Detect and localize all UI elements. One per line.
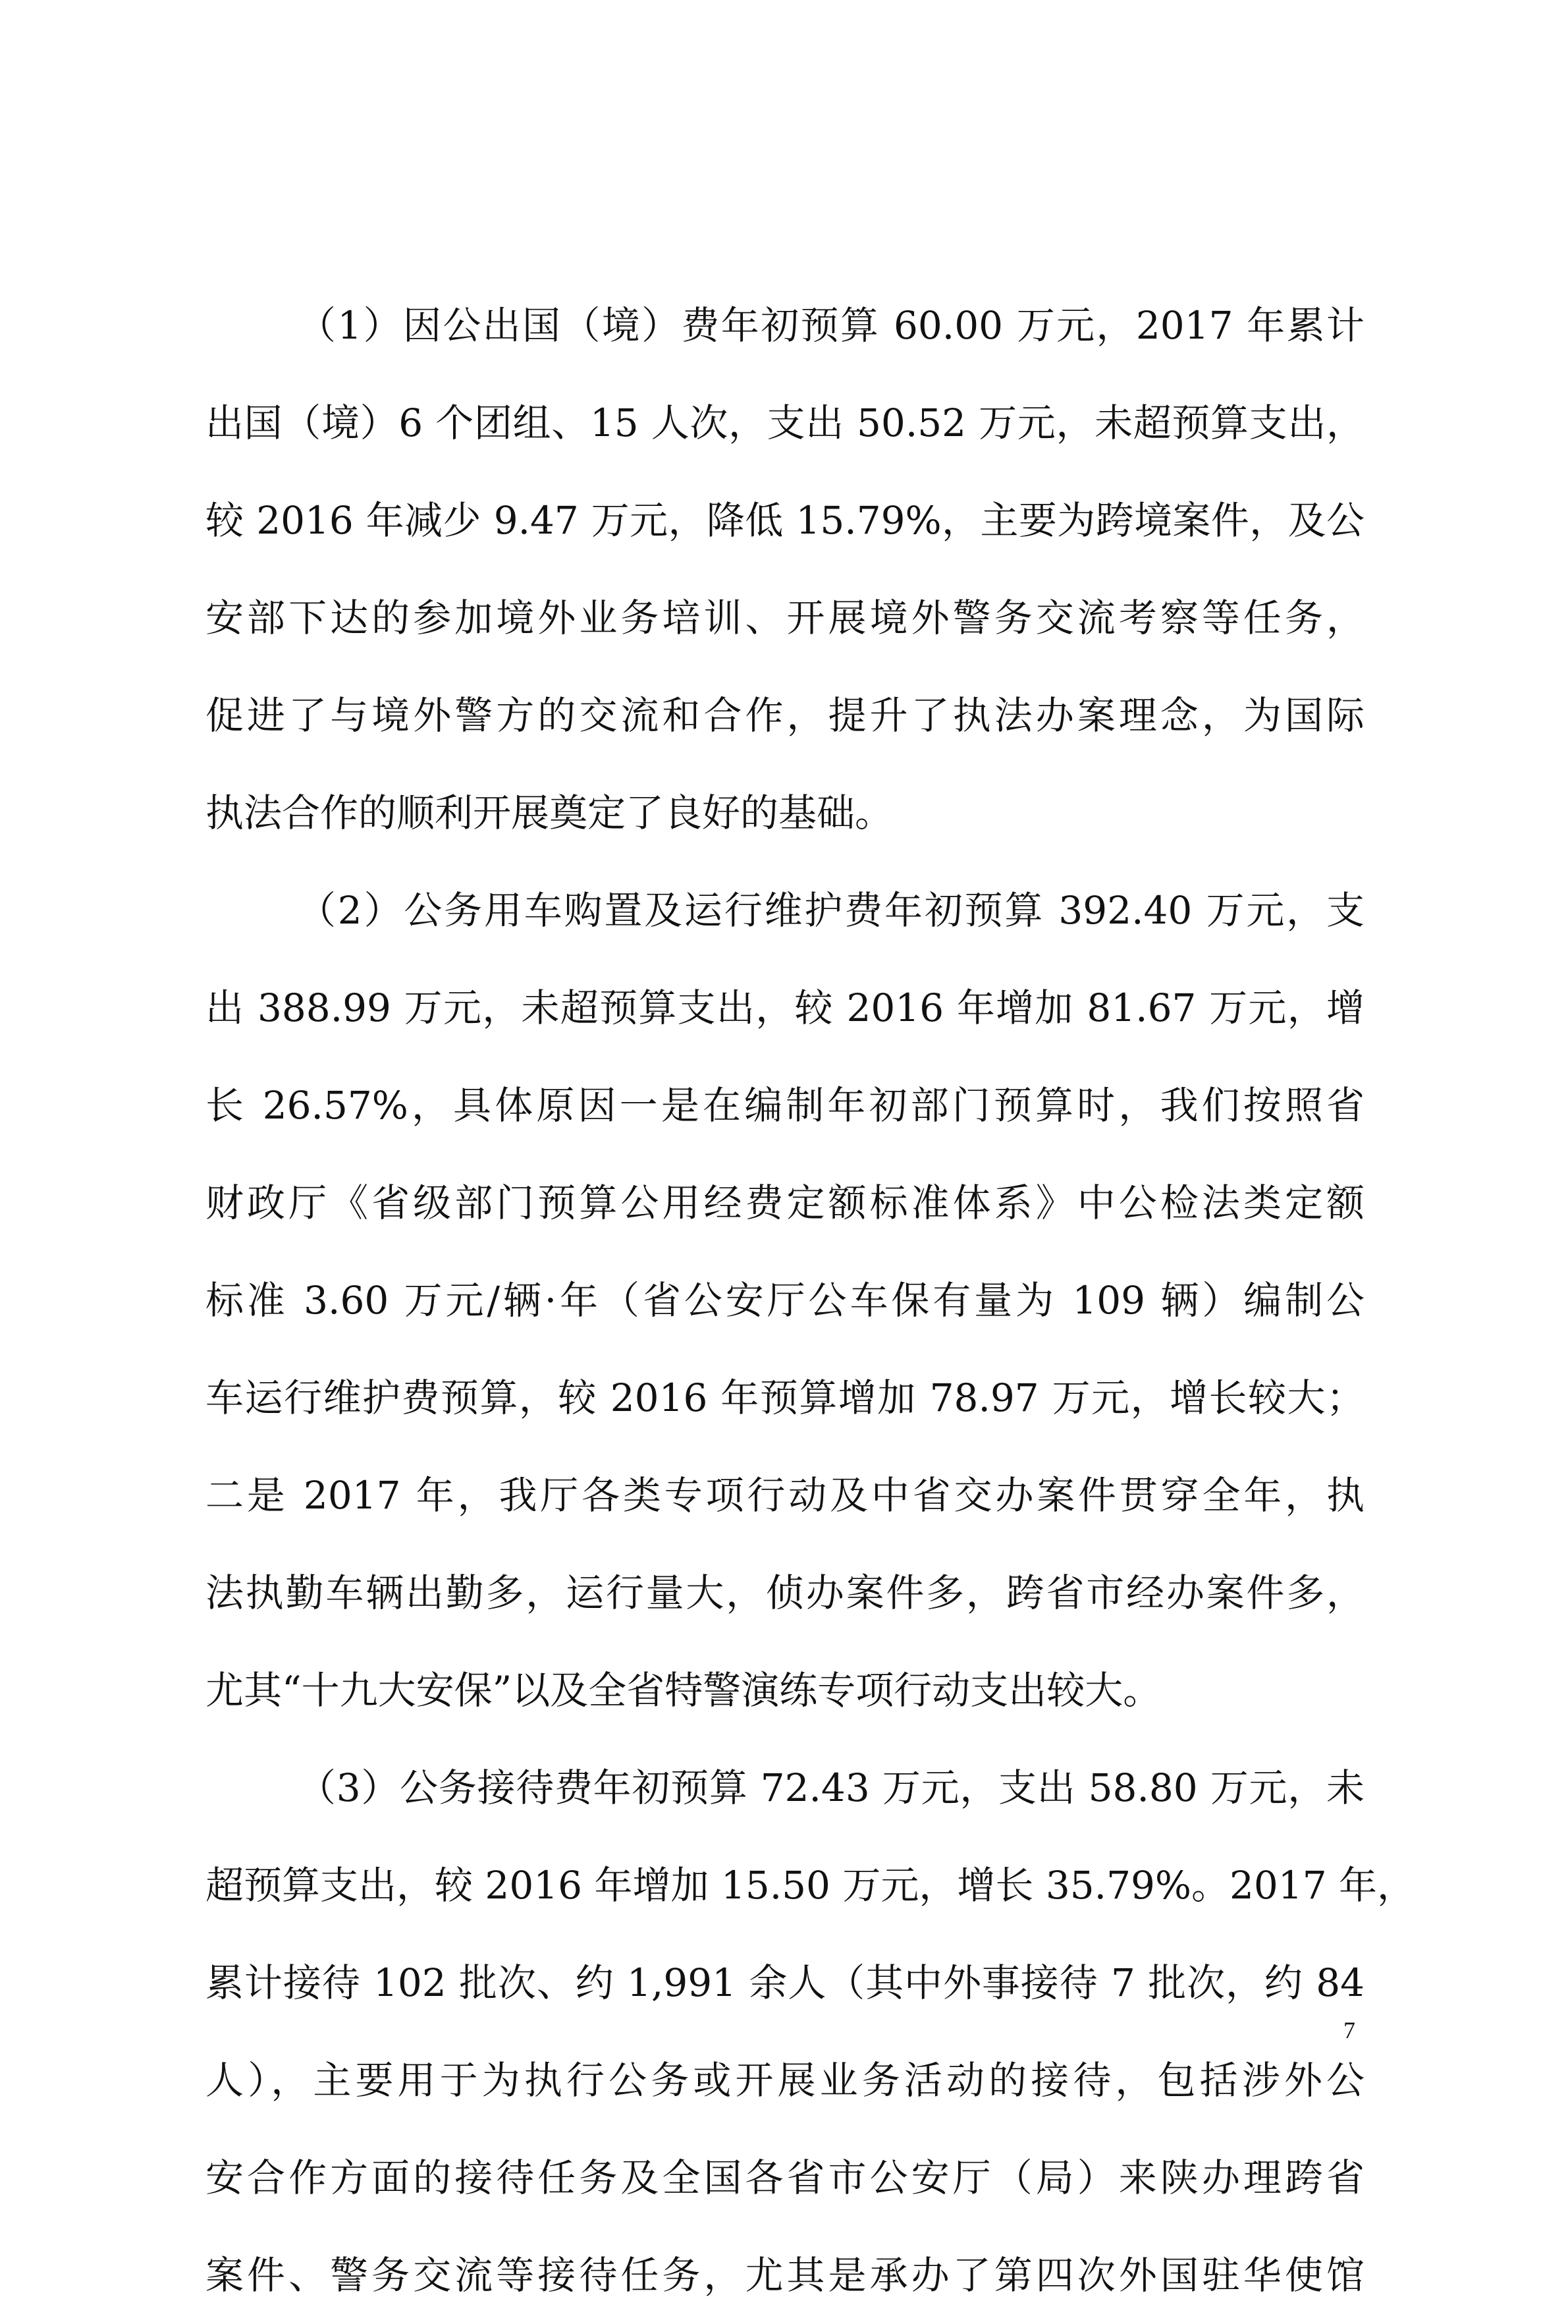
paragraph-2-line-6: 车运行维护费预算，较 2016 年预算增加 78.97 万元，增长较大； <box>205 1375 1365 1420</box>
paragraph-1-line-3: 较 2016 年减少 9.47 万元，降低 15.79%，主要为跨境案件，及公 <box>205 498 1365 543</box>
paragraph-2-line-4: 财政厅《省级部门预算公用经费定额标准体系》中公检法类定额 <box>205 1180 1365 1225</box>
body-text <box>205 277 1416 2324</box>
paragraph-1-line-5: 促进了与境外警方的交流和合作，提升了执法办案理念，为国际 <box>205 693 1365 738</box>
paragraph-2-line-8: 法执勤车辆出勤多，运行量大，侦办案件多，跨省市经办案件多， <box>205 1570 1365 1615</box>
paragraph-1-line-2: 出国（境）6 个团组、15 人次，支出 50.52 万元，未超预算支出， <box>205 401 1365 445</box>
paragraph-2-line-1: （2）公务用车购置及运行维护费年初预算 392.40 万元，支 <box>298 888 1365 933</box>
paragraph-2-line-3: 长 26.57%，具体原因一是在编制年初部门预算时，我们按照省 <box>205 1083 1365 1128</box>
paragraph-3-line-4: 人），主要用于为执行公务或开展业务活动的接待，包括涉外公 <box>205 2058 1365 2103</box>
paragraph-3-line-3: 累计接待 102 批次、约 1,991 余人（其中外事接待 7 批次，约 84 <box>205 1960 1365 2005</box>
paragraph-3-line-2: 超预算支出，较 2016 年增加 15.50 万元，增长 35.79%。2017 年， <box>205 1863 1416 1908</box>
paragraph-1-line-4: 安部下达的参加境外业务培训、开展境外警务交流考察等任务， <box>205 595 1365 640</box>
page-number: 7 <box>1343 2017 1355 2043</box>
paragraph-3-line-1: （3）公务接待费年初预算 72.43 万元，支出 58.80 万元，未 <box>298 1765 1365 1810</box>
paragraph-3-line-6: 案件、警务交流等接待任务，尤其是承办了第四次外国驻华使馆 <box>205 2253 1365 2298</box>
paragraph-2-line-9: 尤其“十九大安保”以及全省特警演练专项行动支出较大。 <box>205 1668 1162 1713</box>
paragraph-2-line-5: 标准 3.60 万元/辆·年（省公安厅公车保有量为 109 辆）编制公 <box>205 1278 1365 1323</box>
paragraph-1-line-1: （1）因公出国（境）费年初预算 60.00 万元，2017 年累计 <box>298 303 1365 348</box>
paragraph-2-line-7: 二是 2017 年，我厅各类专项行动及中省交办案件贯穿全年，执 <box>205 1473 1365 1518</box>
paragraph-2-line-2: 出 388.99 万元，未超预算支出，较 2016 年增加 81.67 万元，增 <box>205 985 1365 1030</box>
paragraph-1-line-6: 执法合作的顺利开展奠定了良好的基础。 <box>205 790 894 835</box>
paragraph-3-line-5: 安合作方面的接待任务及全国各省市公安厅（局）来陕办理跨省 <box>205 2155 1365 2200</box>
